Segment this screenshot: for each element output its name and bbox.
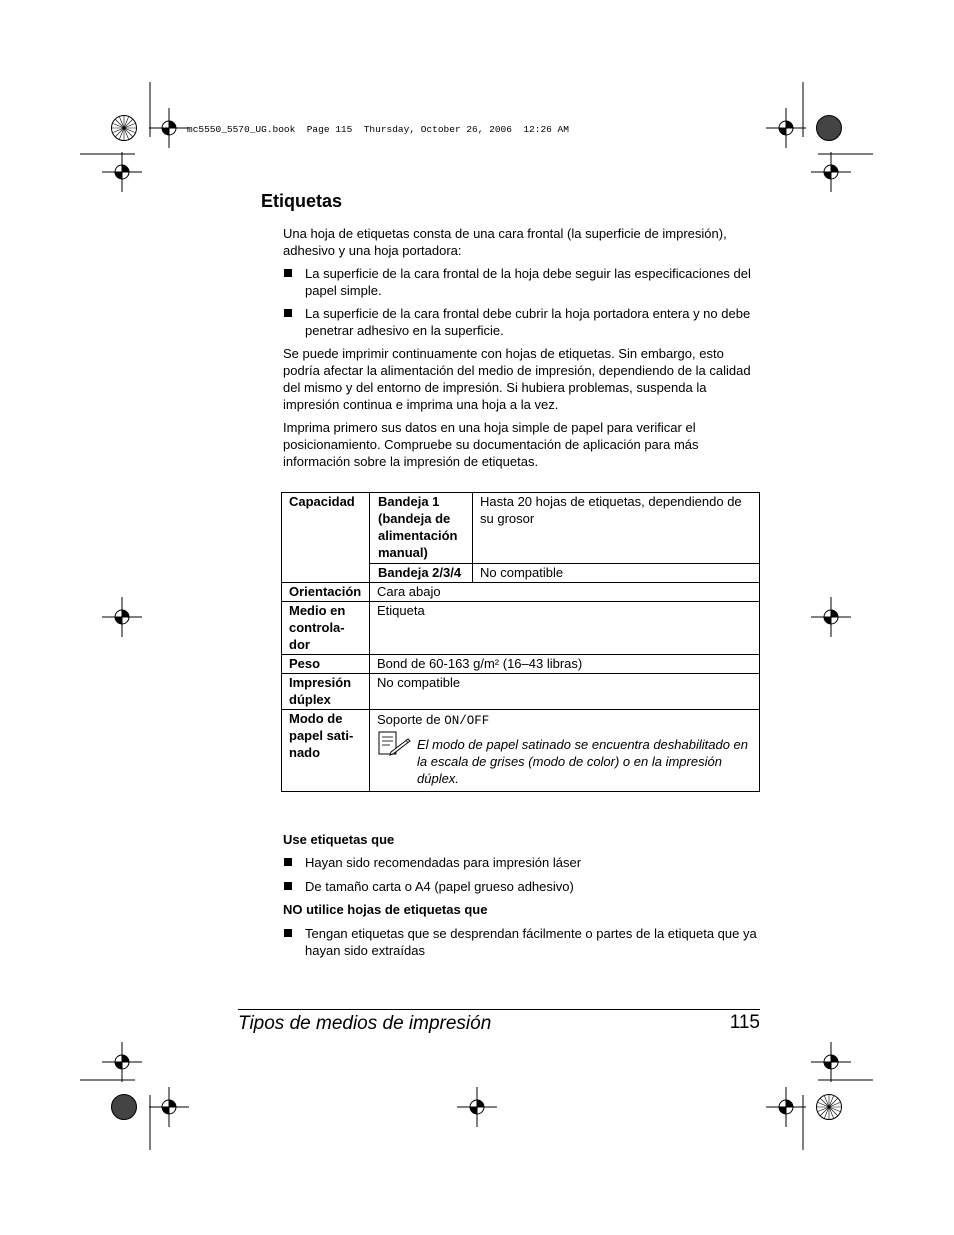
intro-block bbox=[283, 225, 763, 470]
driver-media-value: Etiqueta bbox=[370, 602, 760, 655]
orientation-value: Cara abajo bbox=[370, 583, 760, 602]
tray234-label: Bandeja 2/3/4 bbox=[370, 564, 473, 583]
intro-paragraph: Una hoja de etiquetas consta de una cara frontal (la superficie de impresión), adhesivo y una hoja portadora: bbox=[283, 226, 727, 258]
use-heading: Use etiquetas que bbox=[283, 832, 395, 847]
tray1-value: Hasta 20 hojas de etiquetas, dependiendo de su grosor bbox=[473, 493, 760, 564]
bullet-square-icon bbox=[284, 929, 292, 937]
footer-chapter-title: Tipos de medios de impresión bbox=[238, 1013, 492, 1034]
glossy-support-line: Soporte de ON/OFF bbox=[377, 712, 490, 728]
bullet-square-icon bbox=[284, 269, 292, 277]
duplex-value: No compatible bbox=[370, 674, 760, 710]
glossy-mode-cell bbox=[370, 710, 760, 792]
label-spec-table bbox=[281, 492, 760, 792]
paragraph-continuous: Se puede imprimir continuamente con hojas de etiquetas. Sin embargo, esto podría afectar la alimentación del medio de impresión, dependiendo de la calidad del mismo y del entorno de impresión. Si hubiera problemas, suspenda la impresión continua e imprima una hoja a la vez. bbox=[283, 346, 751, 412]
note-block: El modo de papel satinado se encuentra deshabilitado en la escala de grises (modo de color) o en la impresión dúplex. bbox=[377, 736, 753, 787]
paragraph-verify: Imprima primero sus datos en una hoja simple de papel para verificar el posicionamiento. Compruebe su documentación de aplicación para más información sobre la impresión de etiquetas. bbox=[283, 420, 699, 469]
bullet-square-icon bbox=[284, 309, 292, 317]
capacity-label: Capacidad bbox=[282, 493, 370, 583]
bullet-square-icon bbox=[284, 858, 292, 866]
bullet-square-icon bbox=[284, 882, 292, 890]
weight-value: Bond de 60-163 g/m² (16–43 libras) bbox=[370, 655, 760, 674]
on-off-code: ON/OFF bbox=[444, 714, 490, 728]
driver-media-label: Medio en controla-dor bbox=[282, 602, 370, 655]
usage-block bbox=[283, 831, 763, 959]
list-item: Hayan sido recomendadas para impresión láser bbox=[283, 854, 763, 871]
list-item: La superficie de la cara frontal de la hoja debe seguir las especificaciones del papel simple. bbox=[283, 265, 763, 299]
duplex-label: Impresión dúplex bbox=[282, 674, 370, 710]
glossy-mode-label: Modo de papel sati-nado bbox=[282, 710, 370, 792]
footer-rule bbox=[238, 1009, 760, 1010]
book-info-header: mc5550_5570_UG.book Page 115 Thursday, October 26, 2006 12:26 AM bbox=[187, 124, 569, 135]
list-item: La superficie de la cara frontal debe cubrir la hoja portadora entera y no debe penetrar adhesivo en la superficie. bbox=[283, 305, 763, 339]
tray1-label: Bandeja 1 (bandeja de alimentación manual) bbox=[370, 493, 473, 564]
tray234-value: No compatible bbox=[473, 564, 760, 583]
section-title: Etiquetas bbox=[261, 191, 343, 211]
weight-label: Peso bbox=[282, 655, 370, 674]
list-item: Tengan etiquetas que se desprendan fácilmente o partes de la etiqueta que ya hayan sido extraídas bbox=[283, 925, 763, 959]
note-pencil-icon bbox=[378, 731, 412, 757]
dont-heading: NO utilice hojas de etiquetas que bbox=[283, 902, 488, 917]
orientation-label: Orientación bbox=[282, 583, 370, 602]
list-item: De tamaño carta o A4 (papel grueso adhesivo) bbox=[283, 878, 763, 895]
page-number: 115 bbox=[729, 1012, 760, 1033]
